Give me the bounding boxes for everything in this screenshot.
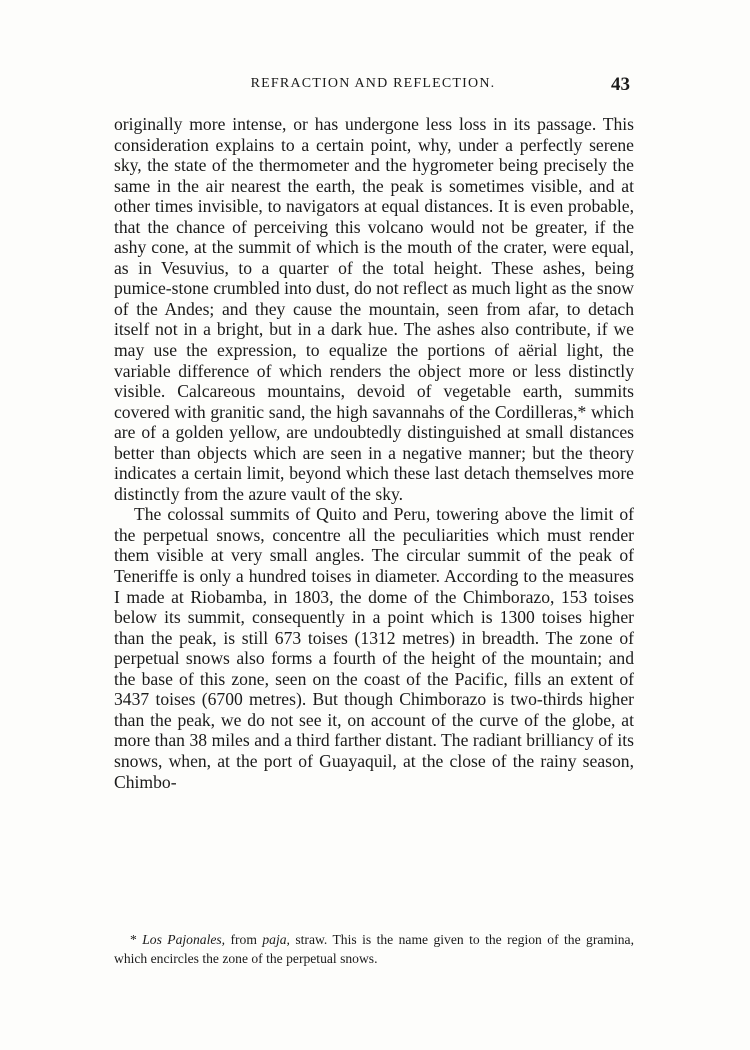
running-title: REFRACTION AND REFLECTION. [250,76,496,91]
paragraph-2: The colossal summits of Quito and Peru, towering above the limit of the perpetual snows, concentre all the peculiarities which must render them visible at very small angles. The circular summit of the peak of Teneriffe is only a hundred toises in diameter. According to the measures I made at Riobamba, in 1803, the dome of the Chimborazo, 153 toises below its summit, consequently in a point which is 1300 toises higher than the peak, is still 673 toises (1312 metres) in breadth. The zone of perpetual snows also forms a fourth of the height of the mountain; and the base of this zone, seen on the coast of the Pacific, fills an extent of 3437 toises (6700 metres). But though Chimborazo is two-thirds higher than the peak, we do not see it, on account of the curve of the globe, at more than 38 miles and a third farther distant. The radiant brilliancy of its snows, when, at the port of Guayaquil, at the close of the rainy season, Chimbo- [114,504,634,792]
footnote-source-word: paja, [262,932,290,947]
running-head [116,76,630,100]
footnote-text [114,931,634,968]
footnote [114,931,634,968]
body-text [114,114,634,792]
footnote-marker: * [130,932,143,947]
footnote-term: Los Pajonales, [142,932,226,947]
paragraph-1: originally more intense, or has undergone less loss in its passage. This consideration explains to a certain point, why, under a perfectly serene sky, the state of the thermometer and the hygrometer being precisely the same in the air nearest the earth, the peak is sometimes visible, and at other times invisible, to navigators at equal distances. It is even probable, that the chance of perceiving this volcano would not be greater, if the ashy cone, at the summit of which is the mouth of the crater, were equal, as in Vesuvius, to a quarter of the total height. These ashes, being pumice-stone crumbled into dust, do not reflect as much light as the snow of the Andes; and they cause the mountain, seen from afar, to detach itself not in a bright, but in a dark hue. The ashes also contribute, if we may use the expression, to equalize the portions of aërial light, the variable difference of which renders the object more or less distinctly visible. Calcareous mountains, devoid of vegetable earth, summits covered with granitic sand, the high savannahs of the Cordilleras,* which are of a golden yellow, are undoubtedly distinguished at small distances better than objects which are seen in a negative manner; but the theory indicates a certain limit, beyond which these last detach themselves more distinctly from the azure vault of the sky. [114,114,634,504]
footnote-connector: from [225,932,263,947]
page-number: 43 [611,74,630,95]
footnote-body: straw. This is the name given to the region of the gramina, which encircles the zone of the perpetual snows. [114,932,634,966]
